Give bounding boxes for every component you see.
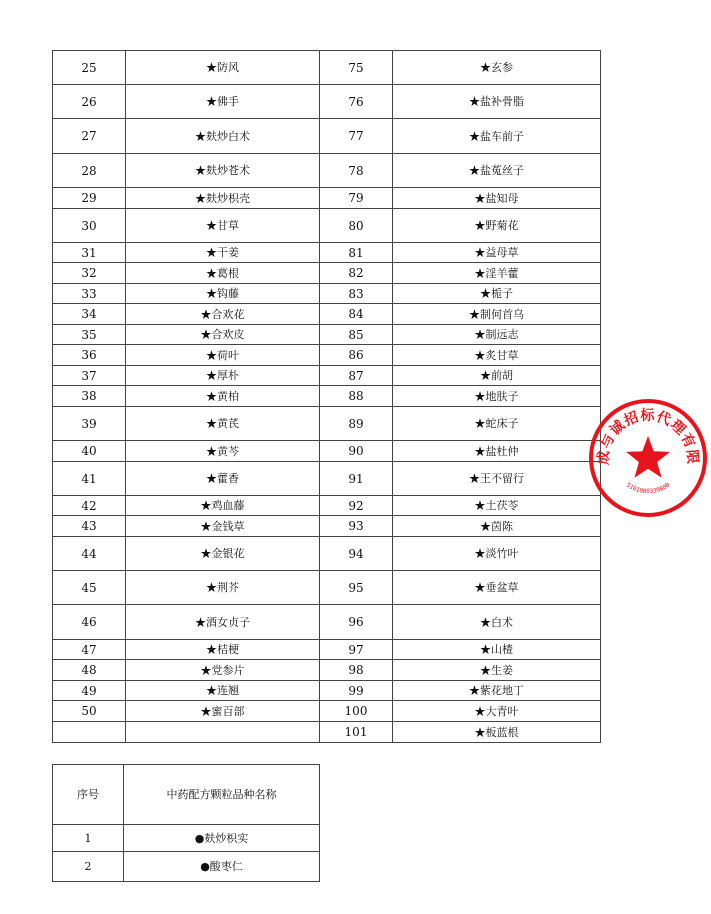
row-number: 82 (320, 263, 393, 284)
herb-name: ★栀子 (393, 284, 601, 304)
herb-name: ★麸炒苍术 (126, 154, 320, 188)
row-number: 45 (53, 571, 126, 605)
table-row (53, 304, 601, 325)
svg-text:5101000339800: 5101000339800 (624, 481, 672, 496)
row-number: 93 (320, 516, 393, 537)
table-row (53, 852, 320, 882)
row-number: 34 (53, 304, 126, 325)
row-number: 40 (53, 441, 126, 462)
herb-name: ★土茯苓 (393, 496, 601, 516)
herb-name: ★金银花 (126, 537, 320, 571)
row-number: 76 (320, 85, 393, 119)
herb-name: ★合欢花 (126, 304, 320, 325)
row-number (53, 722, 126, 743)
herb-name: ★钩藤 (126, 284, 320, 304)
row-number: 78 (320, 154, 393, 188)
herb-name: ★合欢皮 (126, 325, 320, 345)
column-header-name: 中药配方颗粒品种名称 (124, 765, 320, 825)
table-row (53, 85, 601, 119)
table-row (53, 537, 601, 571)
table-row (53, 284, 601, 304)
row-number: 92 (320, 496, 393, 516)
row-number: 100 (320, 701, 393, 722)
row-number: 50 (53, 701, 126, 722)
table-row (53, 188, 601, 209)
row-number: 85 (320, 325, 393, 345)
table-row (53, 462, 601, 496)
herb-name: ★黄芩 (126, 441, 320, 462)
herb-name: ★蜜百部 (126, 701, 320, 722)
table-row (53, 386, 601, 407)
herb-name: ★桔梗 (126, 640, 320, 660)
table-row (53, 660, 601, 681)
row-number: 89 (320, 407, 393, 441)
row-number: 80 (320, 209, 393, 243)
table-header-row (53, 765, 320, 825)
row-number: 91 (320, 462, 393, 496)
table-row (53, 701, 601, 722)
herb-name: ★盐菟丝子 (393, 154, 601, 188)
formula-granule-table (52, 764, 320, 882)
herb-name: ★山楂 (393, 640, 601, 660)
herb-name: ★白术 (393, 605, 601, 640)
star-icon (626, 436, 670, 478)
table-row (53, 496, 601, 516)
row-number: 27 (53, 119, 126, 154)
row-number: 79 (320, 188, 393, 209)
herb-name: ★茵陈 (393, 516, 601, 537)
row-number: 75 (320, 51, 393, 85)
herb-name: ★鸡血藤 (126, 496, 320, 516)
company-seal (585, 395, 701, 521)
svg-text:四川成与诚招标代理有限公司: 成与诚招标代理有限 (595, 408, 701, 466)
row-number: 87 (320, 366, 393, 386)
herb-name: ★淡竹叶 (393, 537, 601, 571)
table-row (53, 119, 601, 154)
table-row (53, 605, 601, 640)
herb-name: ★淫羊藿 (393, 263, 601, 284)
row-number: 44 (53, 537, 126, 571)
row-number: 43 (53, 516, 126, 537)
row-number: 86 (320, 345, 393, 366)
row-number: 94 (320, 537, 393, 571)
row-number: 90 (320, 441, 393, 462)
table-row (53, 571, 601, 605)
row-number: 31 (53, 243, 126, 263)
row-number: 95 (320, 571, 393, 605)
table-row (53, 154, 601, 188)
table-row (53, 325, 601, 345)
herb-name: ★制何首乌 (393, 304, 601, 325)
row-number: 99 (320, 681, 393, 701)
row-number: 28 (53, 154, 126, 188)
herb-name: ●酸枣仁 (124, 852, 320, 882)
row-number: 81 (320, 243, 393, 263)
table-row (53, 681, 601, 701)
herb-name: ★葛根 (126, 263, 320, 284)
herb-name: ★大青叶 (393, 701, 601, 722)
row-number: 46 (53, 605, 126, 640)
herb-name: ★黄芪 (126, 407, 320, 441)
row-number: 36 (53, 345, 126, 366)
row-number: 39 (53, 407, 126, 441)
table-row (53, 407, 601, 441)
herb-name: ★党参片 (126, 660, 320, 681)
herb-name: ★垂盆草 (393, 571, 601, 605)
herb-name: ★荷叶 (126, 345, 320, 366)
herb-name: ★佛手 (126, 85, 320, 119)
herb-name: ★酒女贞子 (126, 605, 320, 640)
row-number: 41 (53, 462, 126, 496)
herb-name: ★黄柏 (126, 386, 320, 407)
row-number: 37 (53, 366, 126, 386)
herb-name: ★制远志 (393, 325, 601, 345)
herb-name: ★盐知母 (393, 188, 601, 209)
row-number: 42 (53, 496, 126, 516)
herb-name: ●麸炒枳实 (124, 825, 320, 852)
table-row (53, 441, 601, 462)
column-header-number: 序号 (53, 765, 124, 825)
herb-name: ★盐补骨脂 (393, 85, 601, 119)
herb-name: ★板蓝根 (393, 722, 601, 743)
table-row (53, 366, 601, 386)
row-number: 38 (53, 386, 126, 407)
row-number: 48 (53, 660, 126, 681)
herb-name: ★前胡 (393, 366, 601, 386)
row-number: 47 (53, 640, 126, 660)
herb-name: ★炙甘草 (393, 345, 601, 366)
row-number: 84 (320, 304, 393, 325)
row-number: 33 (53, 284, 126, 304)
row-number: 88 (320, 386, 393, 407)
table-row (53, 243, 601, 263)
herb-name: ★金钱草 (126, 516, 320, 537)
herb-name: ★王不留行 (393, 462, 601, 496)
row-number: 101 (320, 722, 393, 743)
row-number: 2 (53, 852, 124, 882)
herb-name: ★荆芥 (126, 571, 320, 605)
row-number: 97 (320, 640, 393, 660)
row-number: 25 (53, 51, 126, 85)
herb-name: ★麸炒枳壳 (126, 188, 320, 209)
table-row (53, 825, 320, 852)
herb-name: ★厚朴 (126, 366, 320, 386)
table-row (53, 722, 601, 743)
row-number: 1 (53, 825, 124, 852)
table-row (53, 209, 601, 243)
row-number: 96 (320, 605, 393, 640)
herb-name: ★地肤子 (393, 386, 601, 407)
herb-name: ★藿香 (126, 462, 320, 496)
herb-name: ★蛇床子 (393, 407, 601, 441)
herb-name (126, 722, 320, 743)
herb-name: ★盐车前子 (393, 119, 601, 154)
row-number: 49 (53, 681, 126, 701)
table-row (53, 345, 601, 366)
row-number: 26 (53, 85, 126, 119)
herb-name: ★玄参 (393, 51, 601, 85)
herb-name: ★甘草 (126, 209, 320, 243)
row-number: 32 (53, 263, 126, 284)
company-seal-graphic (585, 395, 711, 521)
herb-name: ★连翘 (126, 681, 320, 701)
herb-list-table (52, 50, 601, 743)
table-row (53, 516, 601, 537)
herb-name: ★紫花地丁 (393, 681, 601, 701)
row-number: 30 (53, 209, 126, 243)
herb-name: ★益母草 (393, 243, 601, 263)
herb-name: ★盐杜仲 (393, 441, 601, 462)
row-number: 98 (320, 660, 393, 681)
table-row (53, 263, 601, 284)
herb-name: ★野菊花 (393, 209, 601, 243)
table-row (53, 51, 601, 85)
herb-name: ★干姜 (126, 243, 320, 263)
row-number: 77 (320, 119, 393, 154)
table-row (53, 640, 601, 660)
row-number: 29 (53, 188, 126, 209)
herb-name: ★麸炒白术 (126, 119, 320, 154)
herb-name: ★防风 (126, 51, 320, 85)
row-number: 35 (53, 325, 126, 345)
row-number: 83 (320, 284, 393, 304)
herb-name: ★生姜 (393, 660, 601, 681)
